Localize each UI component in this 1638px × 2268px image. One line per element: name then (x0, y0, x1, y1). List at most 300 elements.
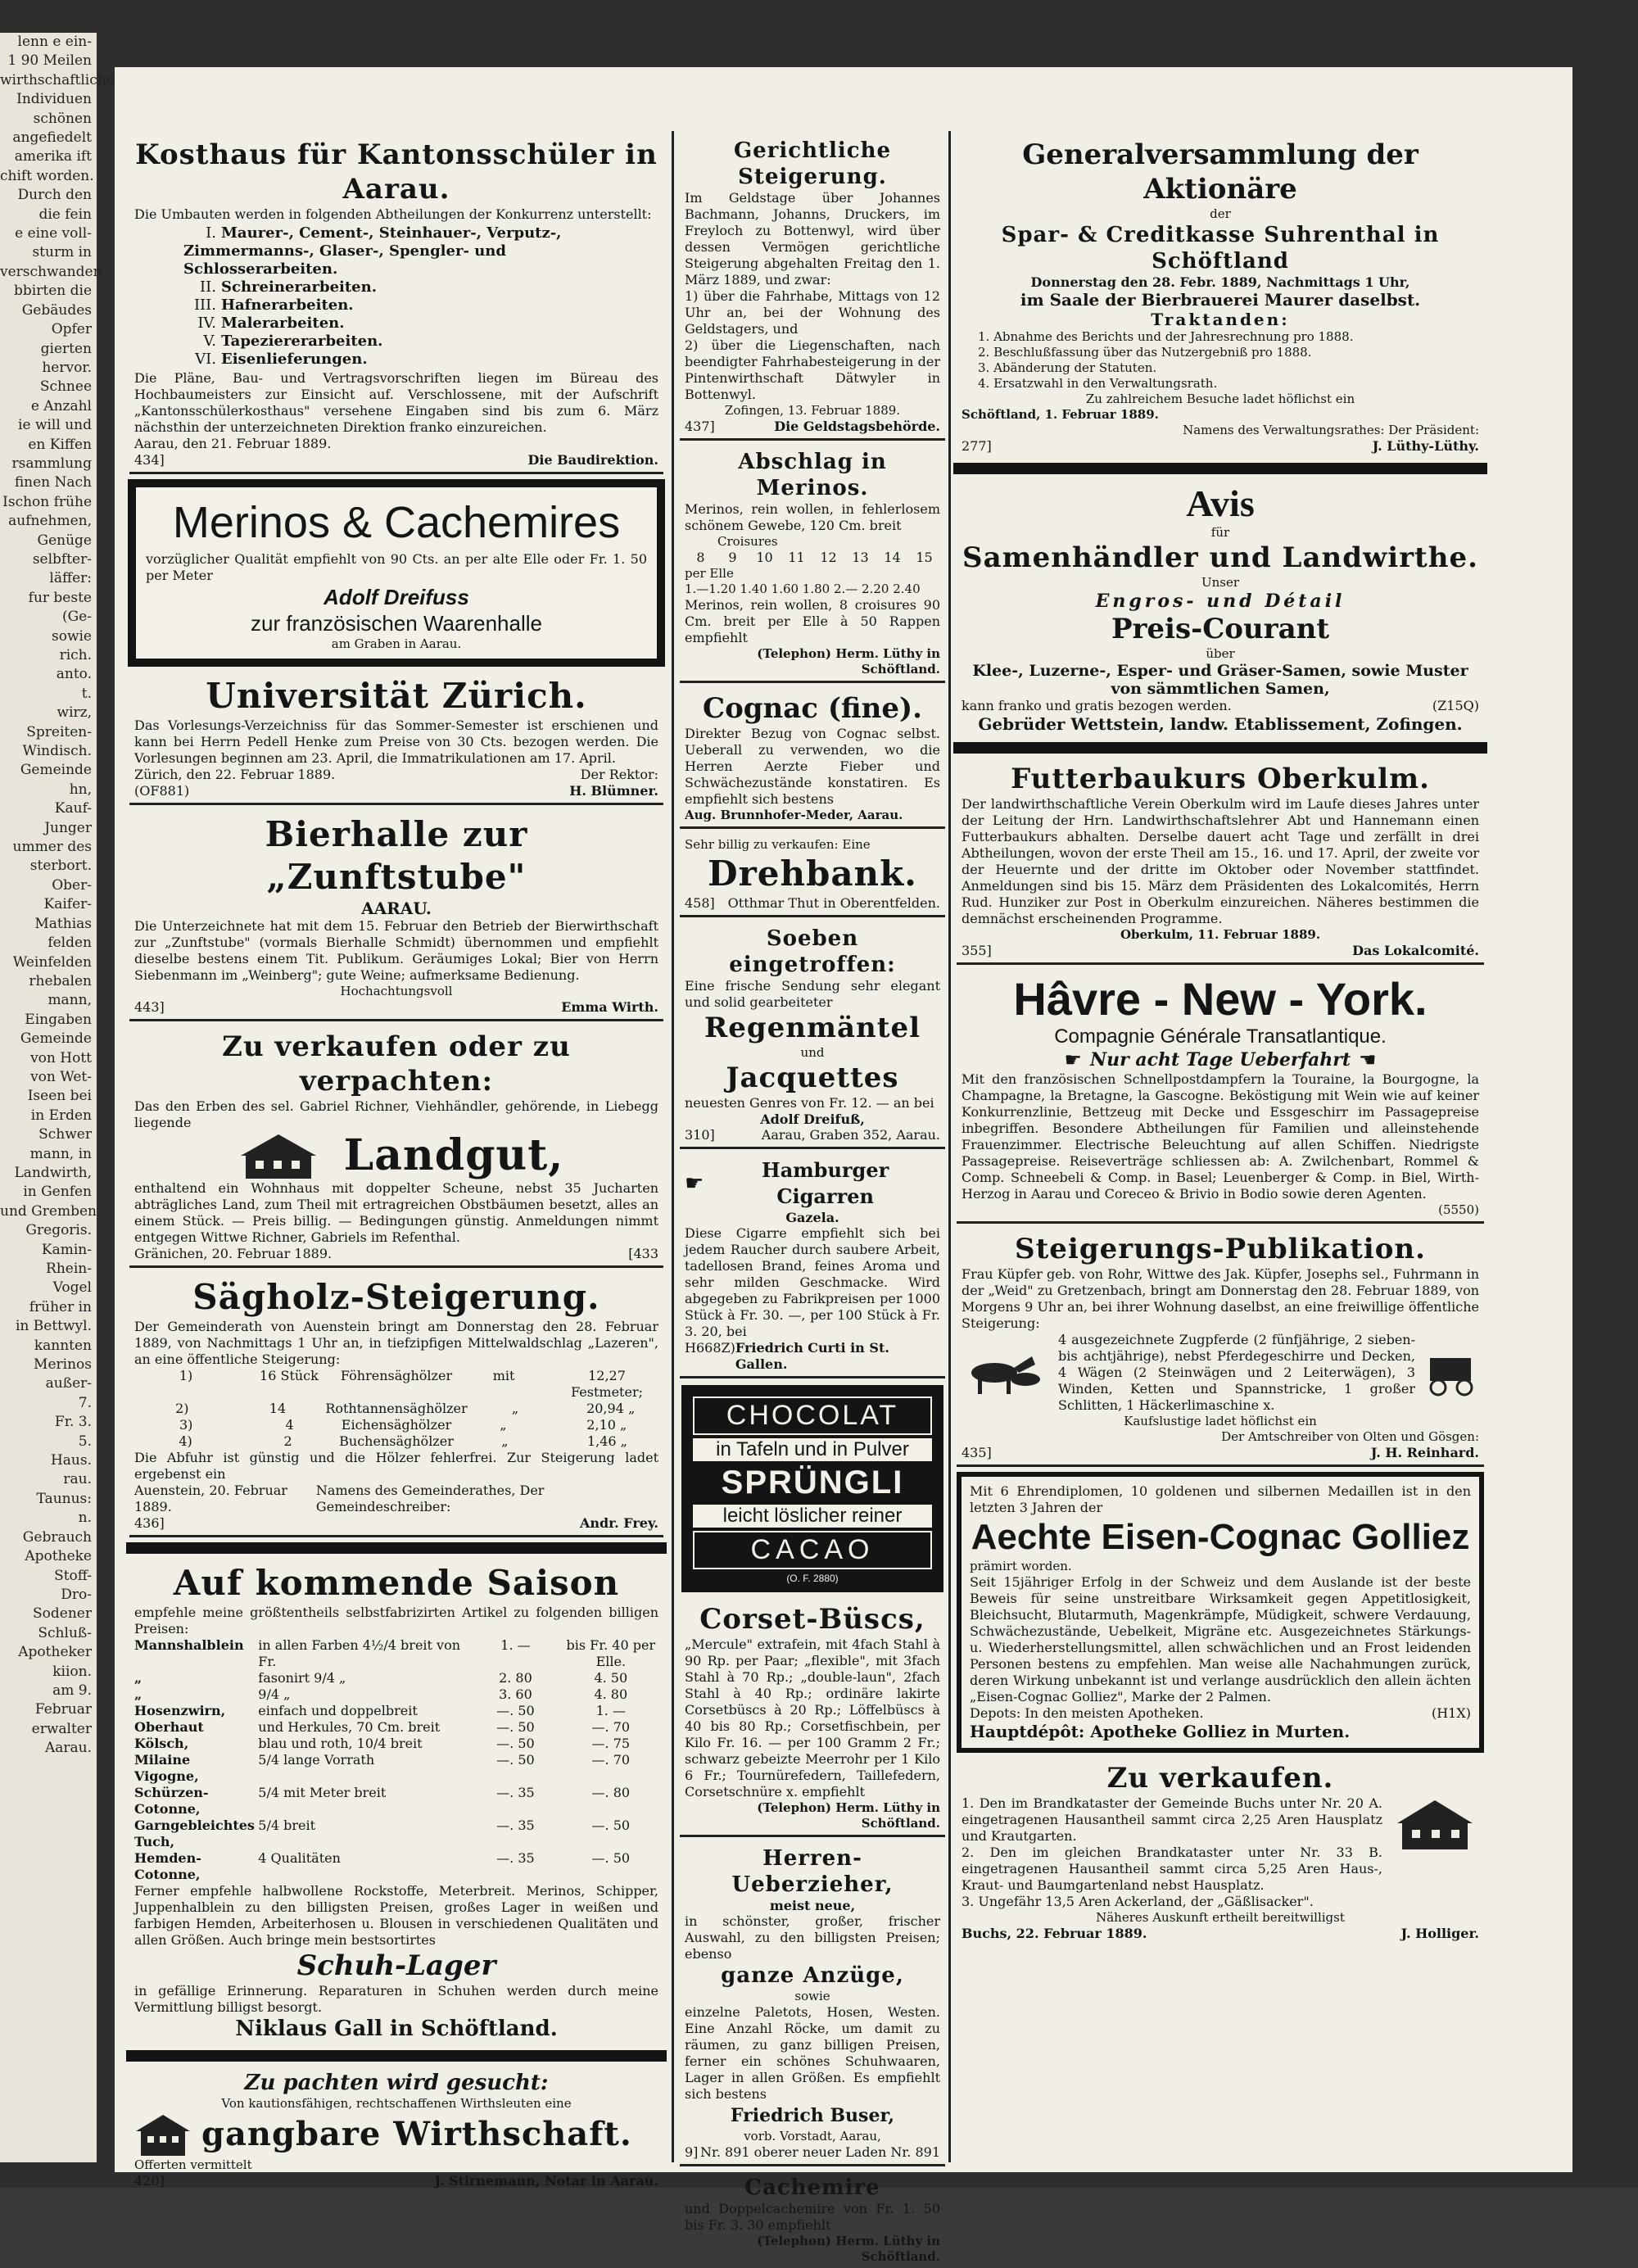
table-cell: „ (500, 1417, 507, 1433)
edge-text-fragment: Ober- (52, 876, 92, 894)
ad-cognac (680, 688, 945, 829)
price-desc: 4 Qualitäten (258, 1850, 341, 1866)
ad-landgut (129, 1026, 663, 1268)
work-item (183, 333, 658, 351)
ad-title: Kosthaus für Kantonsschüler in Aarau. (135, 138, 658, 206)
price-desc: 9/4 „ (258, 1686, 291, 1702)
ad-greeting: Hochachtungsvoll (340, 984, 453, 998)
ad-signature: J. Lüthy-Lüthy. (1372, 438, 1479, 454)
work-list (183, 224, 658, 369)
price-desc: 5/4 breit (258, 1818, 316, 1833)
edge-text-fragment: Opfer (51, 321, 92, 338)
ad-havre-new-york (957, 970, 1484, 1224)
edge-text-fragment: sterbort. (29, 858, 92, 875)
ad-prices: 1.—1.20 1.40 1.60 1.80 2.— 2.20 2.40 (685, 582, 921, 596)
ad-body-2: Ferner empfehle halbwollene Rockstoffe, Meterbreit. Merinos, Schipper, Juppenhalblein zu den billigsten Preisen, großes Lager in weißen und farbigen Hemden, Arbeiterhosen u. Blousen in verschiedenen Qualitäten und allen Größen. Auch bringe mein bestsortirtes (134, 1883, 658, 1948)
ad-sub: zur französischen Waarenhalle (251, 611, 542, 636)
edge-text-fragment: Taunus: (36, 1490, 92, 1507)
croisure-number: 15 (916, 550, 933, 565)
ad-chocolat-spruengli (681, 1385, 943, 1592)
inn-icon (134, 2112, 192, 2157)
table-row (134, 1719, 658, 1736)
edge-text-fragment: Stoff- (54, 1567, 92, 1584)
work-item (183, 351, 658, 369)
ad-signature: (Telephon) Herm. Lüthy in Schöftland. (757, 2234, 940, 2264)
ad-title: Universität Zürich. (206, 676, 587, 716)
ad-traktanden: Traktanden: (1151, 310, 1290, 329)
ad-und: und (800, 1045, 825, 1060)
ad-body: Der Gemeinderath von Auenstein bringt am Donnerstag den 28. Februar 1889, von Nachmittags 1 Uhr an, in tiefzipfigen Mittelwaldschlag „Lazeren", an eine öffentliche Steigerung: (134, 1319, 658, 1367)
ad-zu-verkaufen (957, 1758, 1484, 1945)
edge-text-fragment: Gebäudes (21, 301, 92, 319)
price-desc: einfach und doppelbreit (258, 1703, 418, 1718)
edge-text-fragment: Genüge (37, 532, 92, 549)
ad-title: Merinos & Cachemires (172, 498, 621, 547)
price-desc: in allen Farben 4½/4 breit von Fr. (258, 1637, 461, 1669)
farmhouse-icon (1389, 1795, 1479, 1853)
work-item-number: I. (206, 224, 216, 242)
agenda-item: 1. Abnahme des Berichts und der Jahresrechnung pro 1888. (978, 329, 1354, 344)
table-cell: 12,27 Festmeter; (571, 1368, 643, 1400)
ad-herren (680, 1842, 945, 2166)
ad-number: 437] (685, 419, 715, 434)
edge-text-fragment: kannten (34, 1337, 92, 1354)
edge-text-fragment: verschwanden (0, 263, 102, 280)
price-item: Hemden-Cotonne, (134, 1850, 201, 1882)
ad-headline: Landgut, (343, 1130, 564, 1180)
edge-text-fragment: Kamin- (41, 1241, 92, 1258)
croisure-number: 9 (728, 550, 737, 565)
ad-signature: Niklaus Gall in Schöftland. (235, 2017, 558, 2041)
horses-icon (962, 1348, 1052, 1397)
ad-intro: Von kautionsfähigen, rechtschaffenen Wirthsleuten eine (221, 2096, 572, 2111)
edge-text-fragment: sowie (51, 627, 92, 645)
ad-date: Gränichen, 20. Februar 1889. (134, 1246, 333, 1261)
ad-body-2: kann franko und gratis bezogen werden. (962, 698, 1232, 713)
table-row (134, 1670, 658, 1686)
ad-code: (OF881) (134, 783, 190, 799)
work-item-text: Maurer-, Cement-, Steinhauer-, Verputz-, Zimmermanns-, Glaser-, Spengler- und Schlosserarbeiten. (183, 224, 562, 278)
price-from: 2. 80 (499, 1670, 532, 1686)
edge-text-fragment: sturm in (32, 244, 92, 261)
edge-text-fragment: Haus. (50, 1452, 92, 1469)
ad-date: Buchs, 22. Februar 1889. (962, 1926, 1147, 1941)
edge-text-fragment: früher in (29, 1298, 92, 1315)
edge-text-fragment: rich. (59, 647, 92, 663)
edge-text-fragment: e Anzahl (30, 397, 92, 414)
ad-title: Regenmäntel (704, 1012, 921, 1044)
ad-invite: Zu zahlreichem Besuche ladet höflichst ein (1085, 392, 1355, 406)
ad-role: Der Rektor: (580, 767, 658, 782)
ad-code: H668Z) (685, 1340, 735, 1356)
table-cell: 3) (179, 1417, 193, 1433)
ad-label: Croisures (717, 534, 778, 549)
edge-text-fragment: Landwirth, (14, 1164, 92, 1181)
ad-signature: Die Geldstagsbehörde. (774, 419, 940, 434)
ad-saegholz (129, 1273, 663, 1537)
price-item: Schürzen-Cotonne, (134, 1785, 209, 1817)
ad-role: Namens des Gemeinderathes, Der Gemeindeschreiber: (315, 1483, 545, 1514)
ad-body: „Mercule" extrafein, mit 4fach Stahl à 90 Rp. per Paar; „flexible", mit 3fach Stahl à 70 Rp.; „double-laun", 2fach Stahl à 40 Rp.; ordinäre lakirte Corsetbüscs à 20 Rp.; Löffelbüscs à 40 bis 80 Rp.; Corsetfischbein, per Kilo Fr. 16. — per 100 Gramm 2 Fr.; schwarz gebeizte Meerrohr per 1 Kilo 6 Fr.; Tournürefedern, Taillefedern, Corsetschnüre x. empfiehlt (685, 1636, 940, 1799)
ad-title: Generalversammlung der Aktionäre (1022, 138, 1419, 206)
table-row (134, 1686, 658, 1703)
table-cell: 4) (179, 1433, 192, 1449)
table-cell: „ (511, 1401, 519, 1416)
wood-table (134, 1368, 658, 1450)
edge-text-fragment: hn, (69, 781, 92, 798)
ad-number: 434] (134, 452, 165, 468)
heavy-rule (126, 1542, 667, 1554)
price-from: —. 35 (496, 1818, 535, 1833)
price-from: —. 50 (496, 1719, 535, 1735)
sale-item: 1. Den im Brandkataster der Gemeinde Buchs unter Nr. 20 A. eingetragenen Hausantheil sammt circa 2,25 Aren Hausplatz und Krautgarten. (962, 1795, 1382, 1844)
ad-title: Hamburger Cigarren (762, 1158, 889, 1208)
ad-signature: (Telephon) Herm. Lüthy in Schöftland. (757, 1800, 940, 1831)
ad-body: Im Geldstage über Johannes Bachmann, Johanns, Druckers, im Freyloch zu Bottenwyl, wird über dessen Vermögen gerichtliche Steigerung abgehalten Freitag den 1. März 1889, und zwar: (685, 190, 940, 287)
edge-text-fragment: am 9. (52, 1682, 92, 1699)
ad-signature: (Telephon) Herm. Lüthy in Schöftland. (757, 646, 940, 677)
price-desc: 5/4 mit Meter breit (258, 1785, 387, 1800)
work-item-text: Eisenlieferungen. (221, 351, 368, 368)
work-item-number: VI. (195, 351, 216, 368)
price-item: Mannshalblein (134, 1637, 244, 1653)
table-cell: 2 (283, 1433, 292, 1449)
ad-location: Schöftland, 1. Februar 1889. (962, 407, 1159, 422)
edge-text-fragment: fur beste (28, 589, 92, 606)
ad-title: Gerichtliche Steigerung. (733, 138, 892, 189)
table-row (134, 1703, 658, 1719)
edge-text-fragment: in Genfen (23, 1184, 92, 1201)
ad-title: Drehbank. (708, 853, 917, 894)
ad-title: Bierhalle zur „Zunftstube" (265, 814, 528, 897)
ad-headline: ganze Anzüge, (721, 1963, 904, 1988)
ad-code: (H1X) (1431, 1705, 1471, 1721)
ad-headline: Preis-Courant (1111, 613, 1330, 645)
ad-unser: Unser (1201, 575, 1240, 590)
ad-body: Direkter Bezug von Cognac selbst. Ueberall zu verwenden, wo die Herren Aerzte Fieber und Schwächezustände konstatiren. Es empfiehlt sich bestens (685, 726, 940, 807)
ad-body: enthaltend ein Wohnhaus mit doppelter Scheune, nebst 35 Jucharten abträgliches Land, zum Theil mit ertragreichen Obstbäumen besetzt, alles an einem Stück. — Preis billig. — Bedingungen günstig. Anmeldungen nimmt entgegen Wittwe Richner, Gabriels im Refenthal. (134, 1180, 658, 1245)
ad-universitaet-zuerich (129, 672, 663, 805)
edge-text-fragment: in Bettwyl. (15, 1318, 92, 1335)
ad-title: Hâvre - New - York. (1013, 973, 1428, 1025)
carriage-icon (1422, 1348, 1479, 1397)
chocolat-line: leicht löslicher reiner (693, 1505, 932, 1528)
ad-number: 420] (134, 2173, 165, 2189)
price-to: 4. 50 (594, 1670, 628, 1686)
edge-text-fragment: Fr. 3. (54, 1414, 92, 1431)
ad-title: Auf kommende Saison (173, 1563, 620, 1603)
ad-item-1: 1) über die Fahrhabe, Mittags von 12 Uhr an, bei der Wohnung des Geldstagers, und (685, 288, 940, 337)
price-from: —. 35 (496, 1850, 535, 1866)
edge-text-fragment: Rhein- (46, 1261, 92, 1277)
ad-body: Klee-, Luzerne-, Esper- und Gräser-Samen, sowie Muster von sämmtlichen Samen, (972, 662, 1468, 698)
ad-hauptdepot: Hauptdépôt: Apotheke Golliez in Murten. (970, 1722, 1351, 1741)
price-to: —. 50 (591, 1850, 631, 1866)
croisure-number: 8 (696, 550, 705, 565)
ad-number: 435] (962, 1445, 992, 1460)
edge-text-fragment: von Wet- (30, 1068, 92, 1085)
ad-name: Adolf Dreifuss (324, 585, 469, 609)
table-row (134, 1736, 658, 1752)
ad-abschlag (680, 446, 945, 683)
price-item: Oberhaut (134, 1719, 204, 1735)
edge-text-fragment: Gregoris. (25, 1222, 92, 1239)
table-cell: 20,94 „ (586, 1401, 636, 1416)
ad-date: Zofingen, 13. Februar 1889. (724, 403, 901, 418)
ad-number: 9] (685, 2144, 699, 2160)
ad-body-2: einzelne Paletots, Hosen, Westen. Eine Anzahl Röcke, um damit zu räumen, zu ganz billigen Preisen, ferner ein schönes Schuhwaaren, Lager in allen Größen. Es empfiehlt sich bestens (685, 2004, 940, 2102)
price-item: Kölsch, (134, 1736, 189, 1751)
ad-number: 310] (685, 1127, 715, 1143)
price-from: 3. 60 (499, 1686, 532, 1702)
table-cell: 14 (269, 1401, 287, 1416)
edge-text-fragment: rhebalen (29, 972, 92, 989)
croisure-number: 10 (756, 550, 773, 565)
ad-sowie: sowie (794, 1989, 830, 2003)
table-row (134, 1785, 658, 1818)
edge-text-fragment: selbfter- (32, 550, 92, 568)
table-row (134, 1818, 658, 1850)
edge-text-fragment: felden (48, 935, 92, 952)
ad-body: Der landwirthschaftliche Verein Oberkulm wird im Laufe dieses Jahres unter der Leitung der Hrn. Landwirthschaftslehrer Abt und Hannemann einen Futterbaukurs abhalten. Derselbe dauert acht Tage und zerfällt in drei Abtheilungen, wovon der erste Theil am 15., 16. und 17. April, der zweite vor der Heuernte und der dritte im Oktober oder November stattfindet. Anmeldungen sind bis 15. März dem Präsidenten des Lokalcomités, Herrn Rud. Hunziker zur Post in Oberkulm einzureichen. Näheres bestimmen die demnächst erscheinenden Programme. (962, 796, 1479, 926)
edge-text-fragment: finen Nach (14, 474, 92, 491)
edge-text-fragment: außer- (45, 1375, 92, 1392)
pointing-hand-icon: ☛ (1064, 1048, 1082, 1071)
ad-wirthschaft (129, 2067, 663, 2193)
column-middle (673, 67, 952, 2264)
edge-text-fragment: n. (78, 1510, 92, 1527)
table-cell: Buchensäghölzer (339, 1433, 454, 1449)
croisure-number: 13 (852, 550, 869, 565)
edge-text-fragment: 5. (78, 1433, 92, 1450)
price-from: —. 50 (496, 1703, 535, 1718)
ad-number: 355] (962, 943, 992, 958)
ad-signature: Das Lokalcomité. (1352, 943, 1479, 958)
ad-title: Corset-Büscs, (699, 1603, 925, 1636)
edge-text-fragment: Windisch. (22, 743, 92, 760)
ad-sub: meist neue, (769, 1898, 856, 1913)
ad-title: Futterbaukurs Oberkulm. (1011, 763, 1430, 795)
price-item: „ (134, 1670, 143, 1686)
ad-steigerung (957, 1229, 1484, 1467)
edge-text-fragment: en Kiffen (28, 436, 92, 453)
heavy-rule (953, 742, 1487, 754)
table-row (134, 1433, 658, 1450)
edge-text-fragment: Schwer (38, 1126, 92, 1143)
table-cell: „ (501, 1433, 509, 1449)
edge-text-fragment: gierten (40, 340, 92, 357)
work-item-number: III. (193, 297, 216, 314)
ad-title: Steigerungs-Publikation. (1015, 1233, 1426, 1265)
ad-merinos-dreifuss (128, 479, 665, 667)
ad-title: Abschlag in Merinos. (738, 450, 887, 500)
edge-text-fragment: Weinfelden (12, 953, 92, 971)
ad-place: Aarau, Graben 352, Aarau. (761, 1127, 940, 1143)
ad-date: Oberkulm, 11. Februar 1889. (1120, 927, 1321, 942)
chocolat-brand: SPRÜNGLI (721, 1464, 904, 1501)
edge-text-fragment: Ischon frühe (2, 493, 92, 510)
work-item-number: II. (200, 278, 216, 296)
table-cell: 2) (175, 1401, 189, 1416)
column-left (123, 67, 670, 2189)
table-row (134, 1850, 658, 1883)
ad-intro: Die Umbauten werden in folgenden Abtheilungen der Konkurrenz unterstellt: (134, 206, 652, 222)
work-item (183, 278, 658, 297)
work-item-number: V. (203, 333, 216, 350)
ad-intro: Mit 6 Ehrendiplomen, 10 goldenen und silbernen Medaillen ist in den letzten 3 Jahren der (970, 1483, 1471, 1515)
ad-body: Die Unterzeichnete hat mit dem 15. Februar den Betrieb der Bierwirthschaft zur „Zunftstube" (vormals Bierhalle Schmidt) übernommen und empfiehlt dieselbe bestens einem Tit. Publikum. Geräumiges Lokal; Bier von Herrn Siebenmann im „Weinberg"; gute Weine; aufmerksame Bedienung. (134, 918, 658, 983)
heavy-rule (953, 463, 1487, 474)
left-page-edge (0, 33, 115, 2162)
price-from: 1. — (500, 1637, 531, 1653)
edge-text-fragment: Februar (34, 1701, 92, 1718)
ad-intro: Soeben eingetroffen: (729, 926, 896, 977)
ad-title-2: Jacquettes (726, 1062, 899, 1094)
table-cell: mit (492, 1368, 515, 1383)
chocolat-line: CACAO (693, 1531, 932, 1569)
edge-text-fragment: aufnehmen, (8, 513, 92, 530)
chocolat-code: (O. F. 2880) (786, 1573, 839, 1584)
agenda-item: 3. Abänderung der Statuten. (978, 360, 1157, 375)
ad-gericht (680, 134, 945, 441)
ad-intro: Sehr billig zu verkaufen: Eine (685, 837, 871, 852)
edge-text-fragment: Vogel (52, 1279, 92, 1297)
edge-text-fragment: Merinos (34, 1356, 92, 1374)
ad-sub: prämirt worden. (970, 1559, 1072, 1573)
ad-signature: H. Blümner. (569, 783, 658, 799)
ad-date: Zürich, den 22. Februar 1889. (134, 767, 336, 782)
table-cell: Eichensäghölzer (341, 1417, 452, 1433)
ad-date: Aarau, den 21. Februar 1889. (134, 436, 332, 451)
edge-text-fragment: 1 90 Meilen (7, 52, 92, 70)
ad-title: Zu verkaufen. (1106, 1762, 1334, 1795)
ad-per: per Elle (685, 566, 734, 581)
ad-drehbank (680, 834, 945, 917)
edge-text-fragment: Apotheke (25, 1548, 92, 1565)
croisure-number: 11 (788, 550, 805, 565)
edge-text-fragment: Gemeinde (20, 762, 92, 779)
edge-text-fragment: Durch den (17, 187, 92, 204)
ad-place: am Graben in Aarau. (331, 636, 462, 651)
ad-der: der (1210, 206, 1231, 221)
ad-saison (129, 1559, 663, 2045)
ad-title-2: Spar- & Creditkasse Suhrenthal in Schöftland (1001, 223, 1440, 274)
ad-sub: Engros- und Détail (1095, 591, 1346, 612)
croisure-number: 14 (884, 550, 901, 565)
ad-body: und Doppelcachemire von Fr. 1. 50 bis Fr. 3. 30 empfiehlt (685, 2201, 940, 2233)
price-from: —. 35 (496, 1785, 535, 1800)
edge-text-fragment: Junger (44, 819, 92, 836)
column-right (950, 67, 1491, 2172)
ad-futterbau (957, 758, 1484, 965)
edge-text-fragment: anto. (56, 666, 92, 683)
edge-text-fragment: lenn e ein- (17, 34, 92, 50)
edge-text-fragment: läffer: (49, 570, 92, 587)
edge-text-fragment: 7. (78, 1394, 92, 1411)
price-to: —. 80 (591, 1785, 631, 1800)
ad-signature: J. Holliger. (1400, 1926, 1479, 1941)
price-from: —. 50 (496, 1736, 535, 1751)
ad-fuer: für (1210, 525, 1230, 540)
price-item: Garngebleichtes Tuch, (134, 1818, 255, 1849)
chocolat-line: CHOCOLAT (693, 1397, 932, 1435)
ad-role: Der Amtschreiber von Olten und Gösgen: (1221, 1429, 1479, 1444)
edge-text-fragment: Gemeinde (20, 1030, 92, 1048)
table-cell: 4 (285, 1417, 294, 1433)
edge-text-fragment: Spreiten- (26, 723, 92, 740)
edge-text-fragment: Kauf- (54, 800, 92, 817)
table-row (134, 1637, 658, 1670)
ad-cachemire (680, 2171, 945, 2268)
edge-text-fragment: Schnee (39, 378, 92, 396)
ad-role: Namens des Verwaltungsrathes: Der Präsident: (1183, 423, 1479, 437)
ad-note: Offerten vermittelt (134, 2157, 252, 2172)
sale-item: 2. Den im gleichen Brandkataster unter Nr. 33 B. eingetragenen Hausantheil sammt circa 5,25 Aren Haus-, Kraut- und Baumgartenland nebst Hausplatz. (962, 1845, 1382, 1893)
edge-text-fragment: wirthschaftliche (0, 71, 115, 88)
ad-title: Avis (1186, 482, 1255, 524)
edge-text-fragment: Eingaben (25, 1011, 92, 1028)
ad-date: Donnerstag den 28. Febr. 1889, Nachmittags 1 Uhr, (1030, 274, 1410, 290)
price-desc: fasonirt 9/4 „ (258, 1670, 346, 1686)
ad-invite: Kaufslustige ladet höflichst ein (1124, 1414, 1317, 1428)
ad-signature: J. H. Reinhard. (1370, 1445, 1479, 1460)
table-cell: 2,10 „ (586, 1417, 627, 1433)
ad-headline: gangbare Wirthschaft. (201, 2115, 632, 2153)
ad-number: 277] (962, 438, 992, 454)
croisure-row (685, 550, 940, 566)
work-item (183, 224, 658, 278)
edge-text-fragment: ummer des (12, 839, 92, 856)
agenda-list (962, 329, 1479, 392)
ad-body: Das Vorlesungs-Verzeichniss für das Sommer-Semester ist erschienen und kann bei Herrn Pedell Henke zum Preise von 30 Cts. bezogen werden. Die Vorlesungen beginnen am 23. April, die Immatrikulationen am 17. April. (134, 718, 658, 766)
edge-text-fragment: Gebrauch (22, 1528, 92, 1546)
ad-intro: Das den Erben des sel. Gabriel Richner, Viehhändler, gehörende, in Liebegg liegende (134, 1098, 658, 1130)
ad-title: Zu pachten wird gesucht: (244, 2071, 549, 2095)
farmhouse-icon (229, 1131, 328, 1180)
edge-text-fragment: Sodener (33, 1605, 92, 1623)
ad-number: 436] (134, 1515, 165, 1531)
edge-text-fragment: hervor. (42, 359, 92, 376)
croisure-number: 12 (820, 550, 837, 565)
table-row (134, 1368, 658, 1401)
ad-title: Aechte Eisen-Cognac Golliez (971, 1517, 1470, 1557)
ad-body: Die Pläne, Bau- und Vertragsvorschriften liegen im Büreau des Hochbaumeisters zur Einsicht auf. Verschlossene, mit der Aufschrift „Kantonsschülerkosthaus" versehene Eingaben sind bis zum 6. März nächsthin der unterzeichneten Direktion franko einzureichen. (134, 370, 658, 435)
ad-title: Zu verkaufen oder zu verpachten: (222, 1030, 571, 1098)
edge-text-fragment: mann, (48, 992, 92, 1009)
ad-kosthaus (129, 134, 663, 474)
ad-code: (5550) (1438, 1202, 1479, 1217)
price-to: bis Fr. 40 per Elle. (566, 1637, 656, 1669)
ad-note: Näheres Auskunft ertheilt bereitwilligst (1096, 1910, 1345, 1925)
edge-text-fragment: schönen (33, 110, 92, 127)
ad-signature: Aug. Brunnhofer-Meder, Aarau. (685, 808, 903, 822)
ad-body: in schönster, großer, frischer Auswahl, zu den billigsten Preisen; ebenso (685, 1913, 940, 1962)
ad-body: Frau Küpfer geb. von Rohr, Wittwe des Jak. Küpfer, Josephs sel., Fuhrmann in der „Weid" zu Gretzenbach, bringt am Donnerstag den 28. Februar 1889, von Morgens 9 Uhr an, bei ihrer Wohnung daselbst, an eine freiwillige öffentliche Steigerung: (962, 1266, 1479, 1331)
table-row (134, 1752, 658, 1785)
price-desc: 5/4 lange Vorrath (258, 1752, 375, 1768)
table-cell: 1,46 „ (586, 1433, 627, 1449)
ad-ueber: über (1206, 646, 1235, 661)
ad-place: AARAU. (361, 899, 432, 918)
work-item-text: Schreinerarbeiten. (221, 278, 377, 296)
ad-note: Die Abfuhr ist günstig und die Hölzer fehlerfrei. Zur Steigerung ladet ergebenst ein (134, 1450, 658, 1482)
edge-text-fragment: rsammlung (11, 455, 92, 472)
work-item (183, 297, 658, 315)
price-desc: blau und roth, 10/4 breit (258, 1736, 423, 1751)
chocolat-line: in Tafeln und in Pulver (693, 1438, 932, 1461)
ad-body-2: 4 ausgezeichnete Zugpferde (2 fünfjährige, 2 sieben- bis achtjährige), nebst Pferdegeschirre und Decken, 4 Wägen (2 Steinwägen und 2 Leiterwägen), 3 Winden, Ketten und Spannstricke, 1 großer Schlitten, 1 Häckerlimaschine x. (1058, 1332, 1415, 1413)
edge-text-fragment: amerika ift (14, 148, 92, 165)
